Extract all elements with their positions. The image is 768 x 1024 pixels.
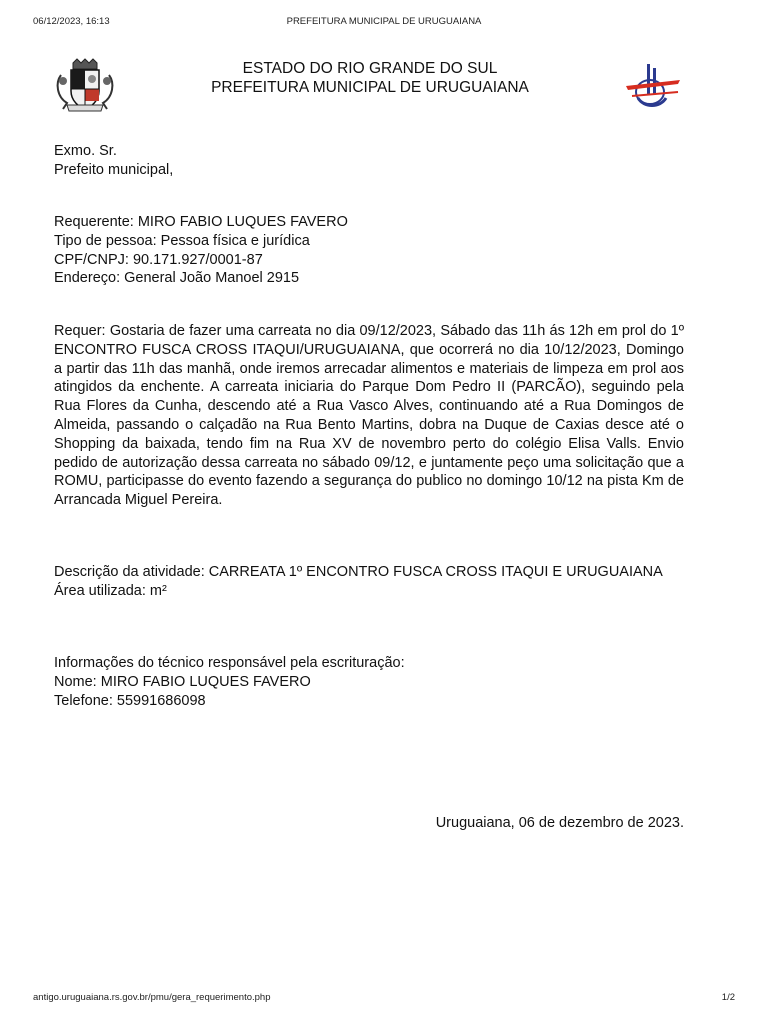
technician-name: Nome: MIRO FABIO LUQUES FAVERO: [54, 673, 311, 690]
print-page-title: PREFEITURA MUNICIPAL DE URUGUAIANA: [286, 16, 482, 27]
page-url: antigo.uruguaiana.rs.gov.br/pmu/gera_requerimento.php: [33, 992, 271, 1003]
salutation: Exmo. Sr.: [54, 143, 117, 159]
municipal-logo-icon: [620, 58, 684, 112]
letterhead: [50, 55, 690, 115]
request-text: Requer: Gostaria de fazer uma carreata no dia 09/12/2023, Sábado das 11h ás 12h em prol do 1º ENCONTRO FUSCA CROSS ITAQUI/URUGUAIANA, que ocorrerá no dia 10/12/2023, Domingo a partir das 11h das manhã, onde iremos arrecadar alimentos e materiais de limpeza em prol aos atingidos da enchente. A carreata iniciaria do Parque Dom Pedro II (PARCÃO), seguindo pela Rua Flores da Cunha, descendo até a Rua Vasco Alves, continuando até a Rua Domingos de Almeida, passando o calçadão na Rua Bento Martins, dobra na Duque de Caxias desce até o Shopping da baixada, tendo fim na Rua XV de novembro perto do colégio Elisa Valls. Envio pedido de autorização dessa carreata no sábado 09/12, e juntamente peço uma solicitação que a ROMU, participasse do evento fazendo a segurança do publico no domingo 10/12 na pista Km de Arrancada Miguel Pereira.: [54, 323, 684, 509]
address: Endereço: General João Manoel 2915: [54, 270, 300, 287]
signature-block: [54, 814, 684, 833]
state-name: ESTADO DO RIO GRANDE DO SUL: [242, 60, 498, 77]
requester-name: Requerente: MIRO FABIO LUQUES FAVERO: [54, 214, 348, 230]
print-footer: [33, 992, 735, 1006]
activity-description: Descrição da atividade: CARREATA 1º ENCONTRO FUSCA CROSS ITAQUI E URUGUAIANA: [54, 564, 663, 580]
request-block: [54, 322, 684, 510]
addressee: Prefeito municipal,: [54, 161, 174, 178]
city-hall-name: PREFEITURA MUNICIPAL DE URUGUAIANA: [211, 79, 529, 96]
technician-block: [54, 654, 684, 710]
activity-block: [54, 563, 684, 601]
area-used: Área utilizada: m²: [54, 582, 167, 599]
greeting-block: [54, 142, 684, 180]
cpf-cnpj: CPF/CNPJ: 90.171.927/0001-87: [54, 251, 263, 268]
technician-phone: Telefone: 55991686098: [54, 692, 206, 709]
letterhead-title: [50, 59, 690, 97]
print-header: [33, 16, 735, 30]
person-type: Tipo de pessoa: Pessoa física e jurídica: [54, 232, 310, 249]
requester-block: [54, 213, 684, 288]
technician-heading: Informações do técnico responsável pela escrituração:: [54, 655, 405, 671]
page-number: 1/2: [721, 992, 735, 1003]
print-datetime: 06/12/2023, 16:13: [33, 16, 110, 27]
place-date: Uruguaiana, 06 de dezembro de 2023.: [435, 815, 684, 831]
